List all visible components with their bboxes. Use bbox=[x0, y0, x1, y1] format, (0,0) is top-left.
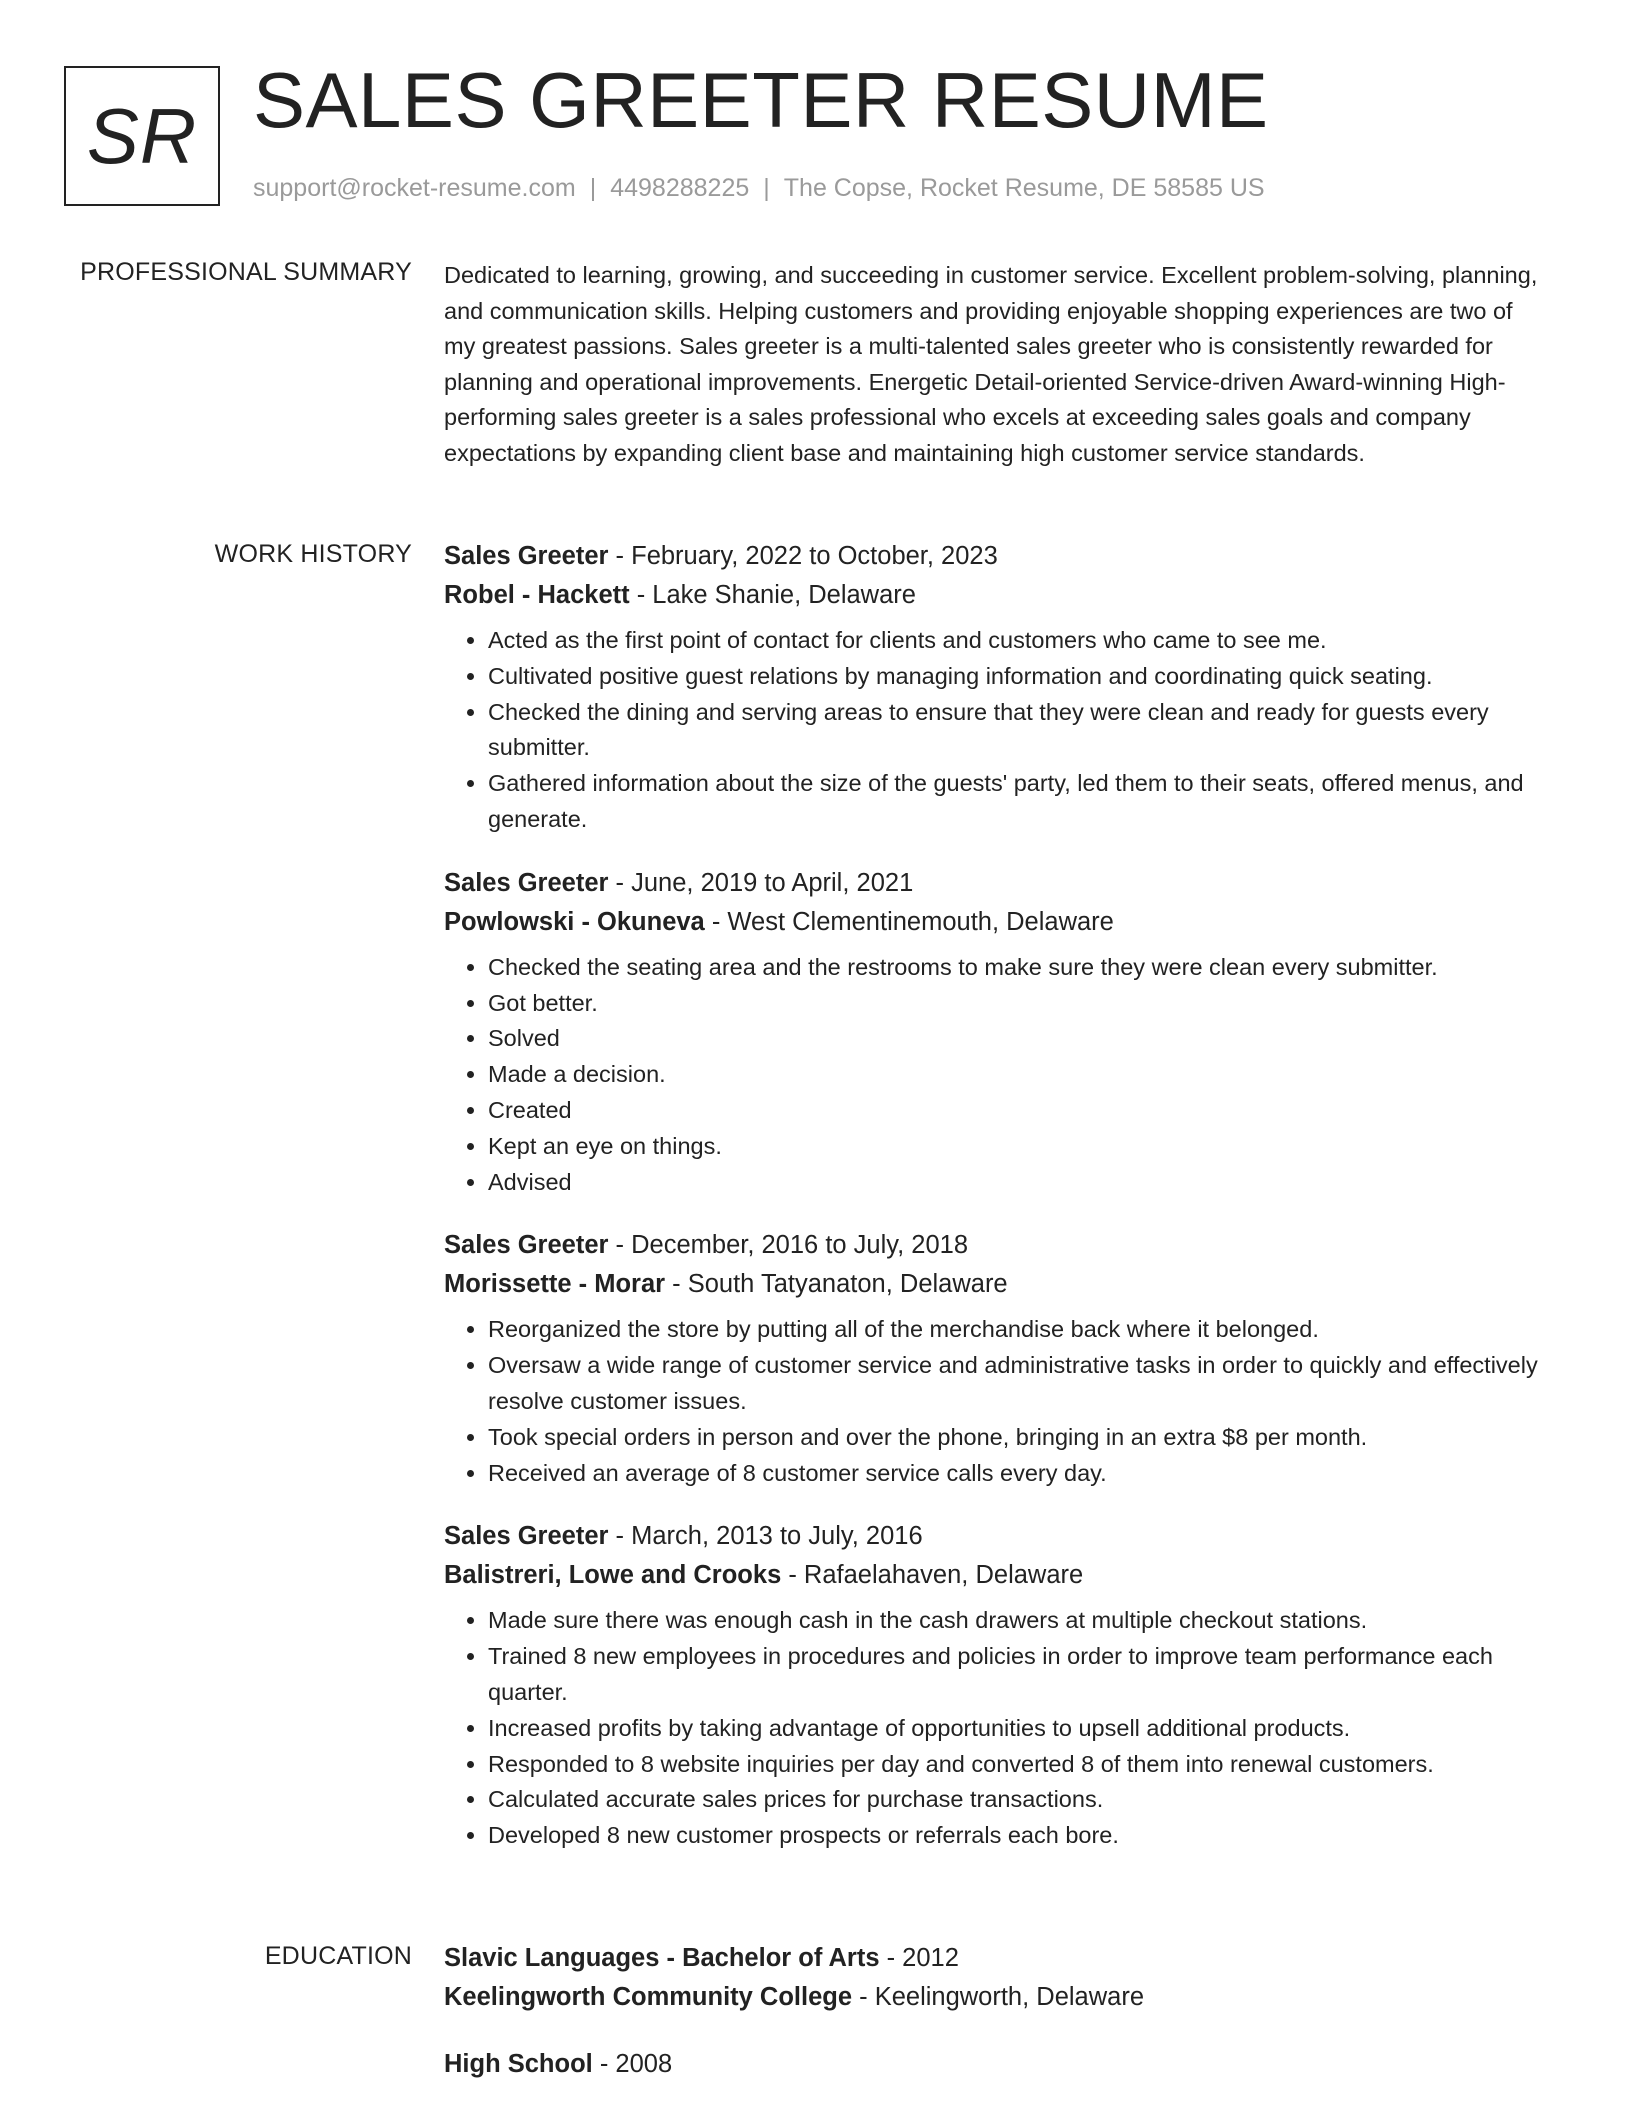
section-label-education: EDUCATION bbox=[264, 1942, 412, 1970]
contact-separator: | bbox=[763, 174, 770, 202]
list-item: • Solved bbox=[488, 1021, 1544, 1057]
job-bullets bbox=[444, 623, 1544, 838]
job-title: Sales Greeter bbox=[444, 542, 609, 570]
education-list bbox=[444, 1939, 1544, 2112]
list-item: • Created bbox=[488, 1093, 1544, 1129]
contact-phone: 4498288225 bbox=[610, 174, 750, 202]
job-entry bbox=[444, 1517, 1544, 1854]
job-dates: - March, 2013 to July, 2016 bbox=[608, 1522, 923, 1551]
job-location: - West Clementinemouth, Delaware bbox=[704, 907, 1114, 936]
contact-line bbox=[253, 174, 1265, 203]
job-bullets bbox=[444, 950, 1544, 1201]
list-item: • Acted as the first point of contact for clients and customers who came to see me. bbox=[488, 623, 1544, 659]
monogram-badge bbox=[64, 66, 220, 206]
education-entry bbox=[444, 1939, 1544, 2017]
job-location: - Lake Shanie, Delaware bbox=[629, 581, 916, 609]
job-title-line bbox=[444, 537, 1544, 576]
job-title: Sales Greeter bbox=[444, 868, 609, 897]
education-year: - 2008 bbox=[592, 2050, 673, 2078]
job-company-line bbox=[444, 903, 1544, 942]
job-company: Robel - Hackett bbox=[444, 581, 630, 609]
list-item: • Got better. bbox=[488, 986, 1544, 1022]
list-item: • Made sure there was enough cash in the cash drawers at multiple checkout stations. bbox=[488, 1603, 1544, 1639]
list-item: • Reorganized the store by putting all of the merchandise back where it belonged. bbox=[488, 1312, 1544, 1348]
list-item: • Gathered information about the size of the guests' party, led them to their seats, offered menus, and generate. bbox=[488, 766, 1544, 838]
contact-address: The Copse, Rocket Resume, DE 58585 US bbox=[783, 174, 1265, 202]
education-year: - 2012 bbox=[879, 1944, 959, 1972]
list-item: • Increased profits by taking advantage of opportunities to upsell additional products. bbox=[488, 1711, 1544, 1747]
job-dates: - February, 2022 to October, 2023 bbox=[608, 542, 998, 570]
job-title-line bbox=[444, 1517, 1544, 1556]
list-item: • Responded to 8 website inquiries per day and converted 8 of them into renewal customers. bbox=[488, 1747, 1544, 1783]
education-entry bbox=[444, 2045, 1544, 2084]
section-label-work-history: WORK HISTORY bbox=[214, 540, 412, 568]
list-item: • Received an average of 8 customer service calls every day. bbox=[488, 1456, 1544, 1492]
list-item: • Advised bbox=[488, 1165, 1544, 1201]
job-title-line bbox=[444, 864, 1544, 903]
job-company-line bbox=[444, 576, 1544, 615]
job-dates: - June, 2019 to April, 2021 bbox=[608, 868, 914, 897]
education-degree: High School bbox=[444, 2050, 593, 2078]
section-label-summary: PROFESSIONAL SUMMARY bbox=[80, 258, 412, 286]
monogram-initials: SR bbox=[86, 91, 198, 180]
contact-separator: | bbox=[589, 174, 597, 202]
job-entry bbox=[444, 537, 1544, 838]
list-item: • Made a decision. bbox=[488, 1057, 1544, 1093]
summary-text: Dedicated to learning, growing, and succeeding in customer service. Excellent problem-solving, planning, and communication skills. Helping customers and providing enjoyable shopping experiences are two of my greatest passions. Sales greeter is a multi-talented sales greeter who is consistently rewarded for planning and operational improvements. Energetic Detail-oriented Service-driven Award-winning High-performing sales greeter is a sales professional who excels at exceeding sales goals and company expectations by expanding client base and maintaining high customer service standards. bbox=[444, 262, 1538, 466]
education-degree-line bbox=[444, 1939, 1544, 1978]
job-bullets bbox=[444, 1603, 1544, 1854]
job-title: Sales Greeter bbox=[444, 1522, 609, 1551]
list-item: • Checked the seating area and the restrooms to make sure they were clean every submitter. bbox=[488, 950, 1544, 986]
job-company: Morissette - Morar bbox=[444, 1270, 666, 1299]
job-dates: - December, 2016 to July, 2018 bbox=[608, 1231, 969, 1260]
list-item: • Oversaw a wide range of customer service and administrative tasks in order to quickly and effectively resolve customer issues. bbox=[488, 1348, 1544, 1420]
job-location: - Rafaelahaven, Delaware bbox=[781, 1561, 1084, 1590]
job-entry bbox=[444, 864, 1544, 1201]
resume-title: SALES GREETER RESUME bbox=[253, 56, 1269, 144]
list-item: • Calculated accurate sales prices for purchase transactions. bbox=[488, 1782, 1544, 1818]
list-item: • Developed 8 new customer prospects or referrals each bore. bbox=[488, 1818, 1544, 1854]
education-school: Keelingworth Community College bbox=[444, 1983, 853, 2011]
education-degree: Slavic Languages - Bachelor of Arts bbox=[444, 1944, 880, 1972]
job-entry bbox=[444, 1226, 1544, 1491]
list-item: • Cultivated positive guest relations by managing information and coordinating quick seating. bbox=[488, 659, 1544, 695]
job-title: Sales Greeter bbox=[444, 1231, 609, 1260]
job-company-line bbox=[444, 1556, 1544, 1595]
job-bullets bbox=[444, 1312, 1544, 1491]
job-company-line bbox=[444, 1265, 1544, 1304]
education-location: - Keelingworth, Delaware bbox=[852, 1983, 1144, 2011]
work-history-list bbox=[444, 537, 1544, 1880]
contact-email: support@rocket-resume.com bbox=[253, 174, 576, 202]
list-item: • Trained 8 new employees in procedures and policies in order to improve team performance each quarter. bbox=[488, 1639, 1544, 1711]
list-item: • Took special orders in person and over the phone, bringing in an extra $8 per month. bbox=[488, 1420, 1544, 1456]
job-location: - South Tatyanaton, Delaware bbox=[665, 1270, 1008, 1299]
job-company: Balistreri, Lowe and Crooks bbox=[444, 1561, 782, 1590]
job-title-line bbox=[444, 1226, 1544, 1265]
list-item: • Kept an eye on things. bbox=[488, 1129, 1544, 1165]
job-company: Powlowski - Okuneva bbox=[444, 907, 705, 936]
list-item: • Checked the dining and serving areas to ensure that they were clean and ready for guests every submitter. bbox=[488, 695, 1544, 767]
education-degree-line bbox=[444, 2045, 1544, 2084]
education-school-line bbox=[444, 1978, 1544, 2017]
